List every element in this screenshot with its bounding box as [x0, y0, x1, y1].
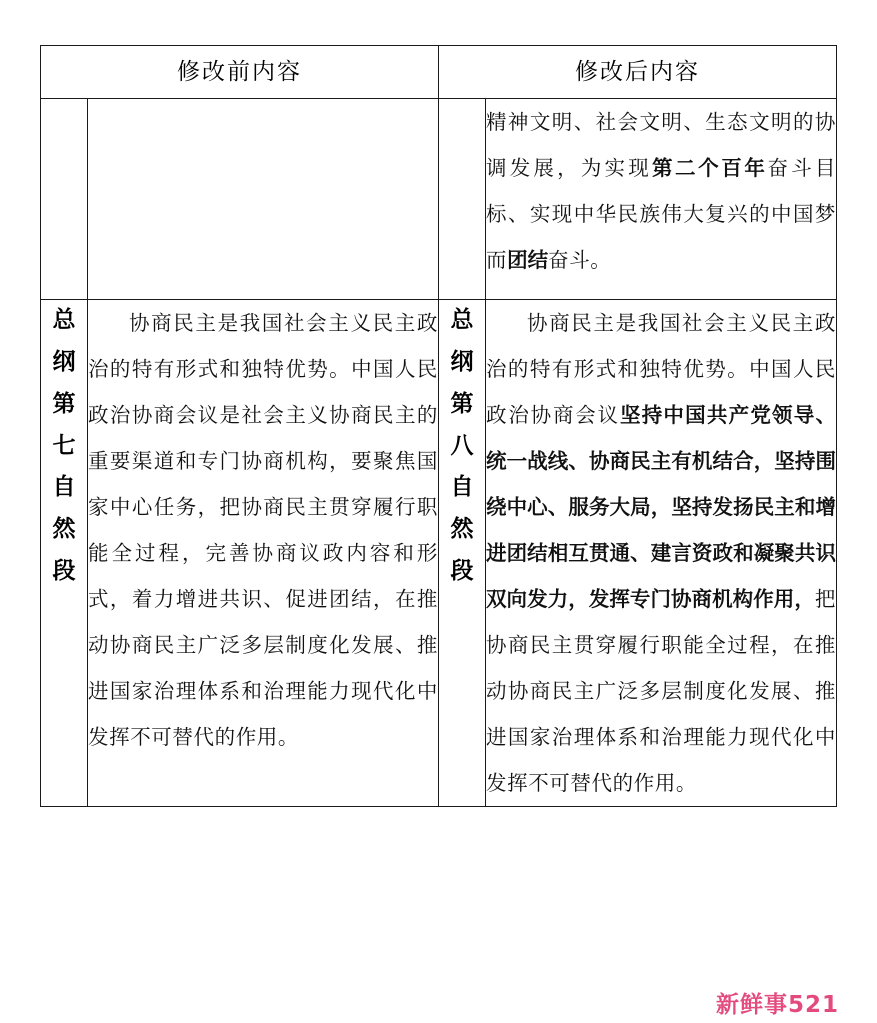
row-body-after — [486, 99, 837, 300]
vertical-label-char: 第 — [450, 390, 474, 417]
row-label-before — [41, 99, 88, 300]
body-text: 协商民主是我国社会主义民主政治的特有形式和独特优势。中国人民政治协商会议是社会主义协商民主的重要渠道和专门协商机构，要聚焦国家中心任务，把协商民主贯穿履行职能全过程，完善协商议政内容和形式，着力增进共识、促进团结，在推动协商民主广泛多层制度化发展、推进国家治理体系和治理能力现代化中发挥不可替代的作用。 — [88, 311, 438, 749]
watermark: 新鲜事521 — [715, 992, 839, 1018]
amended-text: 坚持中国共产党领导、统一战线、协商民主有机结合，坚持围绕中心、服务大局，坚持发扬民主和增进团结相互贯通、建言资政和凝聚共识双向发力，发挥专门协商机构作用， — [486, 403, 837, 611]
vertical-label-char: 段 — [450, 558, 474, 585]
table-row — [41, 99, 837, 300]
body-text: 奋斗目标、实现中华民族伟大复兴的中国梦而 — [486, 156, 836, 272]
vertical-label-char: 七 — [52, 432, 76, 459]
amended-text: 第二个百年 — [651, 156, 768, 180]
vertical-label-char: 段 — [52, 558, 76, 585]
row-label-before — [41, 300, 88, 807]
vertical-label-char: 纲 — [52, 348, 76, 375]
row-body-before — [88, 300, 439, 807]
vertical-label-char: 总 — [450, 307, 474, 333]
vertical-label-char: 然 — [52, 516, 76, 543]
table-header-row — [41, 46, 837, 99]
amended-text: 团结 — [507, 248, 549, 272]
header-before: 修改前内容 — [41, 46, 439, 99]
body-text: 精神文明、社会文明、生态文明的协调发展，为实现 — [486, 110, 836, 180]
vertical-label-char: 然 — [450, 516, 474, 543]
row-body-before — [88, 99, 439, 300]
vertical-label-char: 纲 — [450, 348, 474, 375]
vertical-label-char: 第 — [52, 390, 76, 417]
vertical-label-char: 自 — [450, 474, 474, 501]
body-text: 把协商民主贯穿履行职能全过程，在推动协商民主广泛多层制度化发展、推进国家治理体系和治理能力现代化中发挥不可替代的作用。 — [486, 587, 836, 795]
row-label-after — [439, 300, 486, 807]
row-label-after — [439, 99, 486, 300]
vertical-label-char: 八 — [450, 432, 474, 459]
row-body-after — [486, 300, 837, 807]
vertical-label-char: 自 — [52, 474, 76, 501]
header-after: 修改后内容 — [439, 46, 837, 99]
amendment-comparison-table — [40, 45, 837, 807]
table-row — [41, 300, 837, 807]
vertical-label-char: 总 — [52, 307, 76, 333]
body-text: 奋斗。 — [548, 248, 612, 272]
body-text: 协商民主是我国社会主义民主政治的特有形式和独特优势。中国人民政治协商会议 — [486, 311, 836, 427]
